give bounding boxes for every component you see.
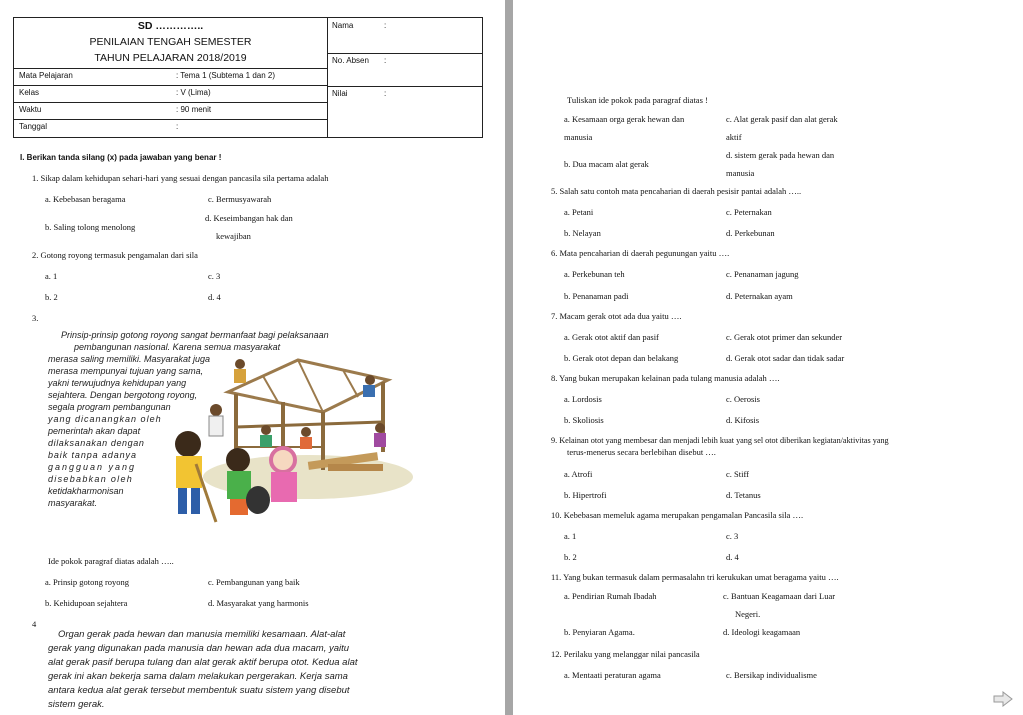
question-3-passage-line: merasa mempunyai tujuan yang sama, xyxy=(48,366,204,376)
document-page-left xyxy=(0,0,505,715)
header-left-panel xyxy=(14,18,328,137)
exam-title: PENILAIAN TENGAH SEMESTER xyxy=(89,36,252,48)
question-9: 9. Kelainan otot yang membesar dan menjadi lebih kuat yang sel otot diberikan kegiatan/aktivitas yang xyxy=(551,436,889,445)
info-label: Mata Pelajaran xyxy=(19,71,73,80)
document-page-right xyxy=(513,0,1023,715)
info-row-subject xyxy=(14,68,327,86)
option-2c[interactable]: c. 3 xyxy=(208,271,221,281)
question-3-passage-line: masyarakat. xyxy=(48,498,98,508)
field-label: Nilai xyxy=(332,89,348,98)
question-4-passage-line: gerak ini akan bekerja sama dalam melakukan pergerakan. Kerja sama xyxy=(48,671,348,682)
question-1: 1. Sikap dalam kehidupan sehari-hari yang sesuai dengan pancasila sila pertama adalah xyxy=(32,173,329,183)
option-4d[interactable]: d. sistem gerak pada hewan dan xyxy=(726,150,835,160)
question-2: 2. Gotong royong termasuk pengamalan dari sila xyxy=(32,250,198,260)
option-3c[interactable]: c. Pembangunan yang baik xyxy=(208,577,300,587)
question-3-passage-line: pembangunan nasional. Karena semua masyarakat xyxy=(74,342,281,352)
option-5c[interactable]: c. Peternakan xyxy=(726,207,772,217)
question-4-passage-line: alat gerak pasif berupa tulang dan alat gerak aktif berupa otot. Kedua alat xyxy=(48,657,358,668)
option-2b[interactable]: b. 2 xyxy=(45,292,58,302)
question-3: Ide pokok paragraf diatas adalah ….. xyxy=(48,556,174,566)
question-3-passage-line: ketidakharmonisan xyxy=(48,486,124,496)
option-1d-cont: kewajiban xyxy=(216,231,251,241)
question-3-passage-line: segala program pembangunan xyxy=(48,402,171,412)
option-3d[interactable]: d. Masyarakat yang harmonis xyxy=(208,598,309,608)
question-9-cont: terus-menerus secara berlebihan disebut …. xyxy=(567,447,716,457)
school-name: SD ………….. xyxy=(137,20,204,32)
option-11c[interactable]: c. Bantuan Keagamaan dari Luar xyxy=(723,591,836,601)
info-row-time xyxy=(14,102,327,120)
question-3-passage-line: pemerintah akan dapat xyxy=(48,426,141,436)
option-12c[interactable]: c. Bersikap individualisme xyxy=(726,670,817,680)
question-3-passage-line: merasa saling memiliki. Masyarakat juga xyxy=(48,354,211,364)
option-10a[interactable]: a. 1 xyxy=(564,531,577,541)
field-colon: : xyxy=(384,89,387,98)
option-4d-cont: manusia xyxy=(726,168,755,178)
option-12a[interactable]: a. Mentaati peraturan agama xyxy=(564,670,661,680)
question-8: 8. Yang bukan merupakan kelainan pada tulang manusia adalah …. xyxy=(551,373,780,383)
question-4-number: 4 xyxy=(32,619,37,629)
option-11c-cont: Negeri. xyxy=(735,609,761,619)
option-9c[interactable]: c. Stiff xyxy=(726,469,749,479)
question-3-passage-line: baik tanpa adanya xyxy=(48,450,137,460)
question-3-passage-line: yang dicanangkan oleh xyxy=(48,414,162,424)
option-4a-cont: manusia xyxy=(564,132,593,142)
option-4c[interactable]: c. Alat gerak pasif dan alat gerak xyxy=(726,114,838,124)
option-10d[interactable]: d. 4 xyxy=(726,552,739,562)
option-3b[interactable]: b. Kehidupoan sejahtera xyxy=(45,598,128,608)
section-instruction: I. Berikan tanda silang (x) pada jawaban yang benar ! xyxy=(20,153,222,162)
option-8c[interactable]: c. Oerosis xyxy=(726,394,760,404)
option-9d[interactable]: d. Tetanus xyxy=(726,490,761,500)
question-4-passage-line: sistem gerak. xyxy=(48,699,105,710)
option-6a[interactable]: a. Perkebunan teh xyxy=(564,269,625,279)
question-3-passage-line: gangguan yang xyxy=(48,462,137,472)
question-4-passage-line: gerak yang digunakan pada manusia dan hewan ada dua macam, yaitu xyxy=(48,643,350,654)
field-label: Nama xyxy=(332,21,354,30)
field-absen[interactable] xyxy=(327,53,483,87)
question-10: 10. Kebebasan memeluk agama merupakan pengamalan Pancasila sila …. xyxy=(551,510,804,520)
question-3-number: 3. xyxy=(32,313,39,323)
question-4-passage-line: antara kedua alat gerak tersebut membentuk suatu sistem yang disebut xyxy=(48,685,350,696)
option-8a[interactable]: a. Lordosis xyxy=(564,394,602,404)
option-5d[interactable]: d. Perkebunan xyxy=(726,228,775,238)
option-1a[interactable]: a. Kebebasan beragama xyxy=(45,194,126,204)
field-name[interactable] xyxy=(327,18,483,54)
header-title-block xyxy=(14,18,327,69)
info-value: : 90 menit xyxy=(176,105,212,114)
option-6c[interactable]: c. Penanaman jagung xyxy=(726,269,799,279)
option-11a[interactable]: a. Pendirian Rumah Ibadah xyxy=(564,591,657,601)
option-9a[interactable]: a. Atrofi xyxy=(564,469,593,479)
option-4c-cont: aktif xyxy=(726,132,742,142)
field-colon: : xyxy=(384,21,387,30)
info-label: Waktu xyxy=(19,105,42,114)
info-value: : V (Lima) xyxy=(176,88,211,97)
option-1d[interactable]: d. Keseimbangan hak dan xyxy=(205,213,293,223)
option-1c[interactable]: c. Bermusyawarah xyxy=(208,194,272,204)
info-value: : Tema 1 (Subtema 1 dan 2) xyxy=(176,71,276,80)
option-1b[interactable]: b. Saling tolong menolong xyxy=(45,222,136,232)
question-3-passage-line: yakni terwujudnya kehidupan yang xyxy=(48,378,187,388)
header-table xyxy=(13,17,483,138)
option-2a[interactable]: a. 1 xyxy=(45,271,58,281)
option-2d[interactable]: d. 4 xyxy=(208,292,221,302)
option-8b[interactable]: b. Skoliosis xyxy=(564,415,604,425)
field-label: No. Absen xyxy=(332,56,369,65)
option-6d[interactable]: d. Peternakan ayam xyxy=(726,291,793,301)
option-3a[interactable]: a. Prinsip gotong royong xyxy=(45,577,130,587)
question-3-passage-line: dilaksanakan dengan xyxy=(48,438,145,448)
question-11: 11. Yang bukan termasuk dalam permasalahn tri kerukukan umat beragama yaitu …. xyxy=(551,572,839,582)
question-4: Tuliskan ide pokok pada paragraf diatas ! xyxy=(567,95,708,105)
question-3-passage-line: sejahtera. Dengan bergotong royong, xyxy=(48,390,198,400)
info-row-class xyxy=(14,85,327,103)
question-4-passage-line: Organ gerak pada hewan dan manusia memiliki kesamaan. Alat-alat xyxy=(58,629,346,640)
option-8d[interactable]: d. Kifosis xyxy=(726,415,760,425)
option-9b[interactable]: b. Hipertrofi xyxy=(564,490,607,500)
question-3-passage-line: Prinsip-prinsip gotong royong sangat bermanfaat bagi pelaksanaan xyxy=(61,330,329,340)
option-6b[interactable]: b. Penanaman padi xyxy=(564,291,629,301)
info-row-date xyxy=(14,119,327,136)
option-7b[interactable]: b. Gerak otot depan dan belakang xyxy=(564,353,679,363)
option-5b[interactable]: b. Nelayan xyxy=(564,228,601,238)
option-4a[interactable]: a. Kesamaan orga gerak hewan dan xyxy=(564,114,685,124)
option-7d[interactable]: d. Gerak otot sadar dan tidak sadar xyxy=(726,353,845,363)
option-5a[interactable]: a. Petani xyxy=(564,207,594,217)
question-12: 12. Perilaku yang melanggar nilai pancasila xyxy=(551,649,700,659)
field-colon: : xyxy=(384,56,387,65)
option-10c[interactable]: c. 3 xyxy=(726,531,739,541)
option-7a[interactable]: a. Gerak otot aktif dan pasif xyxy=(564,332,659,342)
gotong-royong-illustration xyxy=(158,352,416,528)
next-page-arrow-icon[interactable] xyxy=(993,691,1013,707)
question-6: 6. Mata pencaharian di daerah pegunungan yaitu …. xyxy=(551,248,730,258)
question-3-passage-line: disebabkan oleh xyxy=(48,474,134,484)
info-label: Tanggal xyxy=(19,122,48,131)
option-10b[interactable]: b. 2 xyxy=(564,552,577,562)
question-5: 5. Salah satu contoh mata pencaharian di daerah pesisir pantai adalah ….. xyxy=(551,186,802,196)
field-score[interactable] xyxy=(327,86,483,137)
option-11b[interactable]: b. Penyiaran Agama. xyxy=(564,627,635,637)
info-label: Kelas xyxy=(19,88,40,97)
info-value: : xyxy=(176,122,179,131)
option-4b[interactable]: b. Dua macam alat gerak xyxy=(564,159,649,169)
question-7: 7. Macam gerak otot ada dua yaitu …. xyxy=(551,311,682,321)
option-7c[interactable]: c. Gerak otot primer dan sekunder xyxy=(726,332,843,342)
school-year: TAHUN PELAJARAN 2018/2019 xyxy=(94,52,247,64)
option-11d[interactable]: d. Ideologi keagamaan xyxy=(723,627,801,637)
